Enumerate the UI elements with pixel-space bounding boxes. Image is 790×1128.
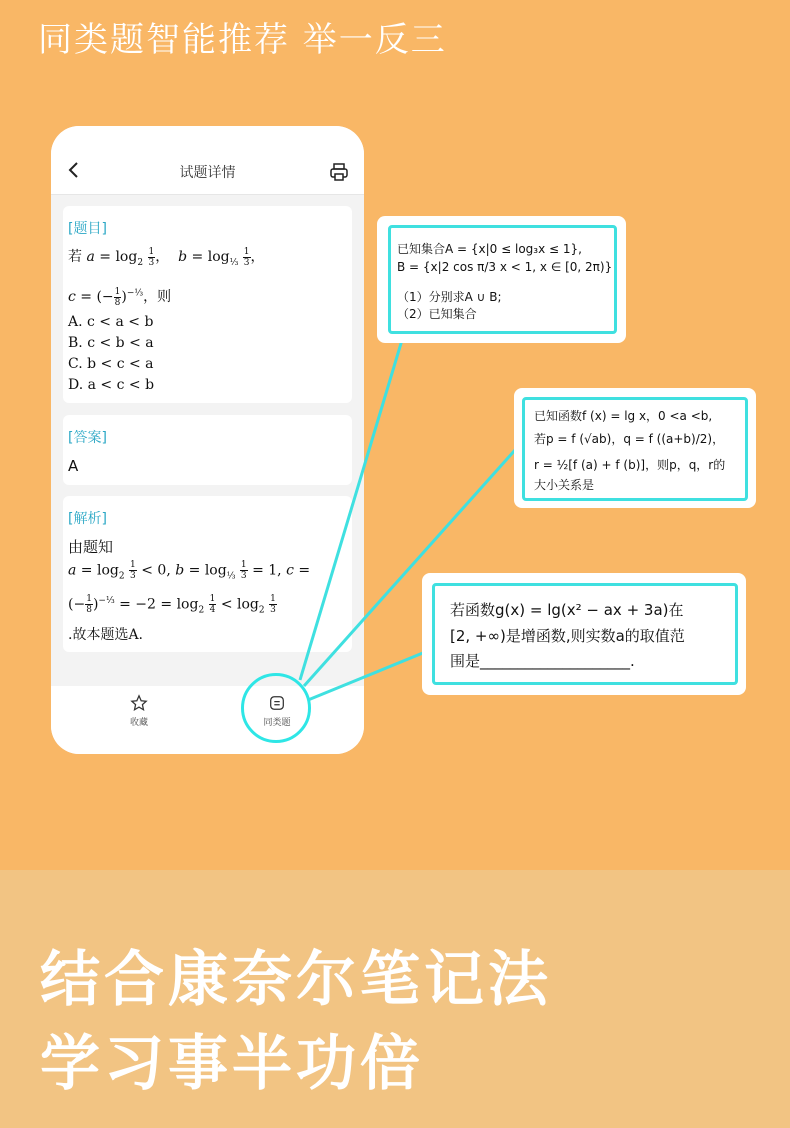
callout-line: r = ½[f (a) + f (b)]，则p，q，r的: [534, 458, 726, 472]
callout-line: （1）分别求A ∪ B;: [397, 290, 502, 304]
option-c[interactable]: C. b < c < a: [68, 356, 154, 372]
callout-line: 已知函数f (x) = lg x，0 <a <b,: [534, 409, 713, 423]
analysis-intro: 由题知: [68, 538, 114, 556]
callout-line: B = {x|2 cos π/3 x < 1, x ∈ [0, 2π)}: [397, 260, 613, 274]
similar-question-card-2[interactable]: [514, 388, 756, 508]
slogan-line-1: 结合康奈尔笔记法: [40, 945, 552, 1015]
option-b[interactable]: B. c < b < a: [68, 335, 154, 351]
analysis-label: [解析]: [68, 511, 107, 527]
similar-question-card-3[interactable]: [422, 573, 746, 695]
option-d[interactable]: D. a < c < b: [68, 377, 155, 393]
callout-line: 若p = f (√ab)，q = f ((a+b)/2)，: [534, 432, 725, 446]
option-a[interactable]: A. c < a < b: [68, 314, 154, 330]
callout-line: 已知集合A = {x|0 ≤ log₃x ≤ 1},: [397, 242, 582, 256]
callout-line: 若函数g(x) = lg(x² − ax + 3a)在: [450, 601, 684, 619]
callout-line: [2, +∞)是增函数,则实数a的取值范: [450, 627, 685, 645]
tab-favorite-label: 收藏: [129, 718, 148, 728]
answer-label: [答案]: [68, 430, 107, 446]
question-line: 若 $a = \log_2$ $\frac{1}{3}$ ， $b = \log_{\frac{1}{3}}$ $\frac{1}{3}$ ，: [68, 246, 265, 268]
callout-line: 围是____________________.: [450, 652, 635, 670]
tab-similar-label: 同类题: [263, 718, 291, 728]
answer-value: A: [68, 457, 79, 475]
callout-line: 大小关系是: [534, 478, 595, 492]
callout-line: （2）已知集合: [397, 307, 477, 321]
question-line: c = (− $\frac{1}{8}$ )$^{-\frac{1}{3}}$，则: [68, 286, 172, 308]
similar-question-card-1[interactable]: [377, 216, 626, 343]
similar-tab-highlight: [241, 673, 311, 743]
question-label: [题目]: [68, 221, 107, 237]
analysis-line: .故本题选A.: [68, 627, 144, 643]
slogan-line-2: 学习事半功倍: [40, 1029, 424, 1099]
analysis-line: $a = \log_2$ $\frac{1}{3}$ < 0, $b = \log_{\frac{1}{3}}$ $\frac{1}{3}$ = 1, c =: [68, 560, 311, 582]
analysis-line: (− $\frac{1}{8}$ )$^{-\frac{1}{3}} = -2 = \log_2$ $\frac{1}{4}$ < $\log_2$ $\frac{1}{3}$: [68, 594, 276, 616]
page-title: 试题详情: [179, 165, 236, 181]
headline: 同类题智能推荐 举一反三: [38, 20, 447, 60]
